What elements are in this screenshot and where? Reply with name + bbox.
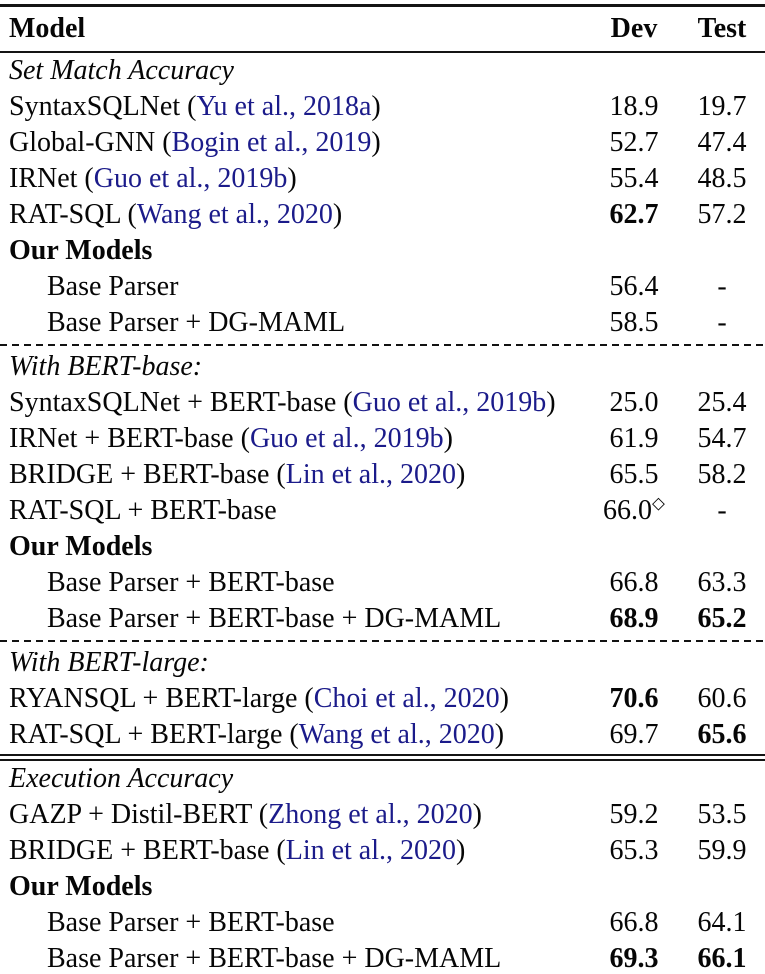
dev-value: 58.5 xyxy=(609,307,659,338)
test-value: 58.2 xyxy=(697,459,747,490)
dev-value: 70.6 xyxy=(609,683,659,714)
section-label-row xyxy=(0,645,765,681)
model-label: SyntaxSQLNet ( xyxy=(9,91,197,122)
section-label xyxy=(0,761,589,797)
section-label xyxy=(0,233,589,269)
dashed-divider xyxy=(0,640,765,642)
test-value: 53.5 xyxy=(697,799,747,830)
model-cell xyxy=(0,197,589,233)
model-label: BRIDGE + BERT-base ( xyxy=(9,835,286,866)
model-cell xyxy=(0,125,589,161)
test-value: 54.7 xyxy=(697,423,747,454)
dev-value xyxy=(589,529,679,565)
table-row xyxy=(0,717,765,753)
dev-value: 68.9 xyxy=(609,603,659,634)
model-cell xyxy=(0,797,589,833)
table-row xyxy=(0,797,765,833)
section-label xyxy=(0,645,589,681)
model-label: Base Parser + BERT-base xyxy=(47,567,335,598)
test-value: 64.1 xyxy=(697,907,747,938)
dev-value xyxy=(589,349,679,385)
section-label xyxy=(0,52,589,89)
model-label: RAT-SQL ( xyxy=(9,199,137,230)
model-label: Execution Accuracy xyxy=(9,763,234,794)
model-label-suffix: ) xyxy=(371,127,381,158)
model-label-suffix: ) xyxy=(443,423,453,454)
model-cell xyxy=(0,493,589,529)
table-row xyxy=(0,565,765,601)
model-cell xyxy=(0,305,589,341)
test-value: - xyxy=(717,495,727,526)
test-value xyxy=(679,349,765,385)
section-label-row xyxy=(0,761,765,797)
model-label: IRNet ( xyxy=(9,163,94,194)
model-cell xyxy=(0,269,589,305)
section-label-row xyxy=(0,869,765,905)
table-row xyxy=(0,305,765,341)
model-label: RAT-SQL + BERT-large ( xyxy=(9,719,299,750)
model-label: Our Models xyxy=(9,871,153,902)
model-cell xyxy=(0,833,589,869)
model-cell xyxy=(0,681,589,717)
dev-value xyxy=(589,233,679,269)
test-value xyxy=(679,761,765,797)
double-rule-divider xyxy=(0,754,765,761)
model-label-suffix: ) xyxy=(546,387,556,418)
model-label-suffix: ) xyxy=(494,719,505,750)
test-value: - xyxy=(717,307,727,338)
table-row xyxy=(0,833,765,869)
section-divider-cell xyxy=(0,637,765,645)
dev-value: 25.0 xyxy=(609,387,659,418)
model-label: RYANSQL + BERT-large ( xyxy=(9,683,314,714)
column-header-test: Test xyxy=(679,7,765,52)
model-label: Base Parser + BERT-base + DG-MAML xyxy=(47,603,502,634)
table-row xyxy=(0,269,765,305)
section-divider-row xyxy=(0,341,765,349)
citation-link[interactable]: Lin et al., 2020 xyxy=(285,835,457,866)
section-label xyxy=(0,349,589,385)
model-cell xyxy=(0,161,589,197)
table-row xyxy=(0,941,765,974)
model-label-suffix: ) xyxy=(332,199,343,230)
section-divider-cell xyxy=(0,341,765,349)
dev-value xyxy=(589,52,679,89)
dashed-divider xyxy=(0,344,765,346)
section-label-row xyxy=(0,529,765,565)
test-value: - xyxy=(717,271,727,302)
model-label: Our Models xyxy=(9,531,153,562)
model-label: Base Parser + BERT-base xyxy=(47,907,335,938)
table-row xyxy=(0,493,765,529)
model-cell xyxy=(0,565,589,601)
dev-value: 62.7 xyxy=(609,199,659,230)
test-value: 19.7 xyxy=(697,91,747,122)
table-header xyxy=(0,7,765,52)
model-label-suffix: ) xyxy=(371,91,381,122)
model-label: Base Parser xyxy=(47,271,179,302)
model-cell xyxy=(0,421,589,457)
dev-value: 66.8 xyxy=(609,907,659,938)
model-label: GAZP + Distil-BERT ( xyxy=(9,799,269,830)
table-row xyxy=(0,905,765,941)
dev-value: 61.9 xyxy=(609,423,659,454)
citation-link[interactable]: Yu et al., 2018a xyxy=(196,91,372,122)
model-label-suffix: ) xyxy=(456,459,466,490)
test-value: 48.5 xyxy=(697,163,747,194)
model-label: BRIDGE + BERT-base ( xyxy=(9,459,286,490)
model-label: Base Parser + DG-MAML xyxy=(47,307,346,338)
test-value: 63.3 xyxy=(697,567,747,598)
model-cell xyxy=(0,89,589,125)
column-header-dev: Dev xyxy=(589,7,679,52)
model-cell xyxy=(0,941,589,974)
model-label: Base Parser + BERT-base + DG-MAML xyxy=(47,943,502,974)
dev-value: 69.3 xyxy=(609,943,659,974)
dev-value: 52.7 xyxy=(609,127,659,158)
model-label-suffix: ) xyxy=(472,799,482,830)
citation-link[interactable]: Guo et al., 2019b xyxy=(249,423,444,454)
model-label-suffix: ) xyxy=(456,835,466,866)
model-label: Set Match Accuracy xyxy=(9,55,234,86)
test-value xyxy=(679,529,765,565)
table-row xyxy=(0,161,765,197)
table-body xyxy=(0,52,765,974)
section-divider-cell xyxy=(0,753,765,761)
dev-value: 65.3 xyxy=(609,835,659,866)
table-row xyxy=(0,125,765,161)
model-label: RAT-SQL + BERT-base xyxy=(9,495,277,526)
test-value: 25.4 xyxy=(697,387,747,418)
citation-link[interactable]: Wang et al., 2020 xyxy=(136,199,333,230)
column-header-model: Model xyxy=(0,7,589,52)
dev-value: 65.5 xyxy=(609,459,659,490)
section-label xyxy=(0,869,589,905)
model-label-suffix: ) xyxy=(287,163,297,194)
test-value: 65.2 xyxy=(697,603,747,634)
model-label: IRNet + BERT-base ( xyxy=(9,423,250,454)
table-row xyxy=(0,385,765,421)
section-divider-row xyxy=(0,753,765,761)
test-value xyxy=(679,233,765,269)
dev-value xyxy=(589,869,679,905)
section-label-row xyxy=(0,52,765,89)
dev-value: 66.8 xyxy=(609,567,659,598)
header-row xyxy=(0,7,765,52)
dev-value: 56.4 xyxy=(609,271,659,302)
results-table xyxy=(0,7,765,974)
model-cell xyxy=(0,457,589,493)
dev-value xyxy=(589,761,679,797)
test-value xyxy=(679,52,765,89)
model-cell xyxy=(0,905,589,941)
citation-link[interactable]: Bogin et al., 2019 xyxy=(171,127,372,158)
model-label: Our Models xyxy=(9,235,153,266)
table-row xyxy=(0,681,765,717)
test-value xyxy=(679,645,765,681)
section-label xyxy=(0,529,589,565)
test-value: 66.1 xyxy=(697,943,747,974)
model-cell xyxy=(0,717,589,753)
diamond-footnote-marker: ◇ xyxy=(652,493,665,513)
test-value xyxy=(679,869,765,905)
table-row xyxy=(0,421,765,457)
citation-link[interactable]: Wang et al., 2020 xyxy=(298,719,495,750)
citation-link[interactable]: Guo et al., 2019b xyxy=(93,163,288,194)
citation-link[interactable]: Lin et al., 2020 xyxy=(285,459,457,490)
model-label: Global-GNN ( xyxy=(9,127,172,158)
model-label: With BERT-large: xyxy=(9,647,209,678)
test-value: 65.6 xyxy=(697,719,747,750)
section-divider-row xyxy=(0,637,765,645)
citation-link[interactable]: Zhong et al., 2020 xyxy=(268,799,473,830)
table-row xyxy=(0,457,765,493)
test-value: 59.9 xyxy=(697,835,747,866)
model-label-suffix: ) xyxy=(499,683,509,714)
model-label: SyntaxSQLNet + BERT-base ( xyxy=(9,387,353,418)
citation-link[interactable]: Guo et al., 2019b xyxy=(352,387,547,418)
dev-value: 55.4 xyxy=(609,163,659,194)
dev-value: 18.9 xyxy=(609,91,659,122)
table-row xyxy=(0,601,765,637)
section-label-row xyxy=(0,349,765,385)
model-label: With BERT-base: xyxy=(9,351,203,382)
dev-value: 66.0◇ xyxy=(603,493,665,526)
test-value: 60.6 xyxy=(697,683,747,714)
dev-value xyxy=(589,645,679,681)
dev-value: 69.7 xyxy=(609,719,659,750)
model-cell xyxy=(0,601,589,637)
section-label-row xyxy=(0,233,765,269)
table-row xyxy=(0,89,765,125)
table-row xyxy=(0,197,765,233)
test-value: 47.4 xyxy=(697,127,747,158)
test-value: 57.2 xyxy=(697,199,747,230)
citation-link[interactable]: Choi et al., 2020 xyxy=(313,683,500,714)
dev-value: 59.2 xyxy=(609,799,659,830)
model-cell xyxy=(0,385,589,421)
